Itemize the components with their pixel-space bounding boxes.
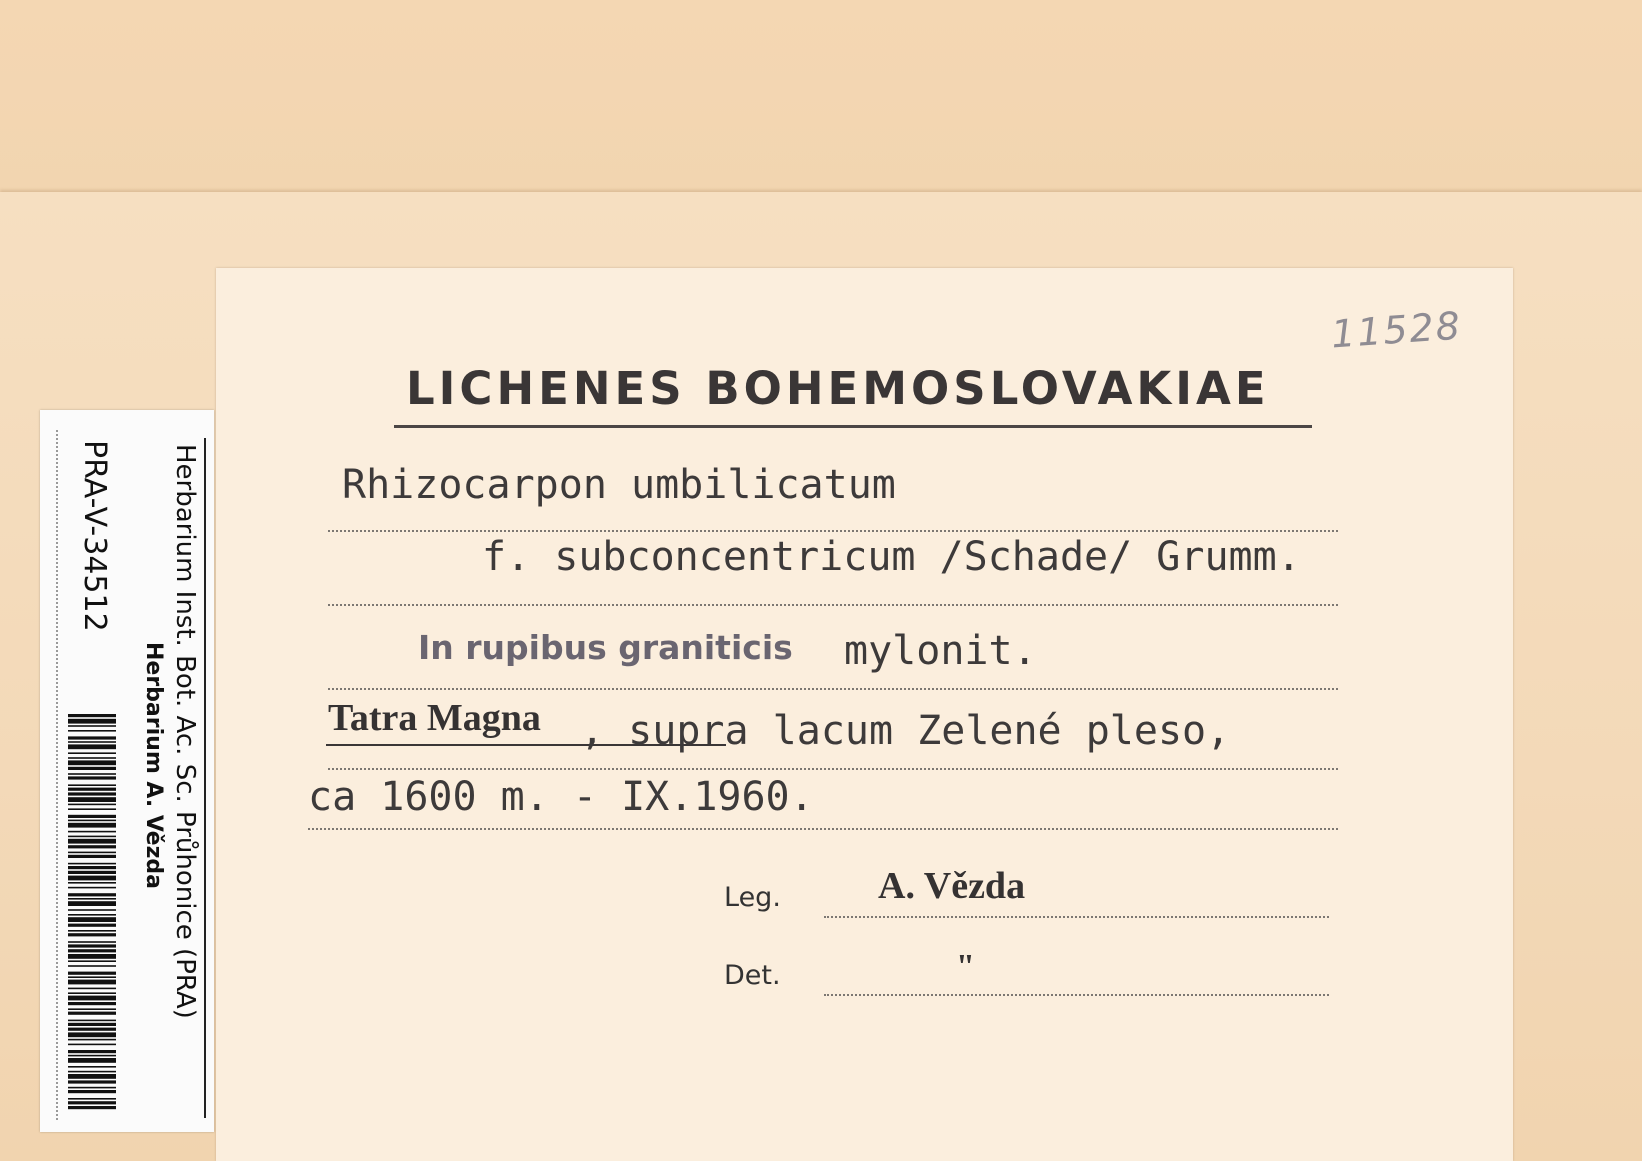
dotted-line-5	[308, 828, 1338, 830]
leg-dotted-line	[824, 916, 1329, 918]
title-underline	[394, 425, 1312, 428]
herbarium-barcode-label	[40, 410, 214, 1132]
substrate-printed: In rupibus graniticis	[418, 628, 793, 667]
collection-name: Herbarium A. Vězda	[141, 642, 166, 890]
substrate-typed: mylonit.	[844, 628, 1037, 674]
dotted-line-2	[328, 604, 1338, 606]
specimen-id: PRA-V-34512	[77, 440, 112, 632]
institution-name: Herbarium Inst. Bot. Ac. Sc. Průhonice (PRA)	[170, 444, 200, 1019]
altitude-date: ca 1600 m. - IX.1960.	[308, 774, 814, 820]
side-label-rule	[204, 438, 206, 1118]
infraspecific-name: f. subconcentricum /Schade/ Grumm.	[482, 534, 1301, 580]
dotted-line-1	[328, 530, 1338, 532]
leg-label: Leg.	[724, 882, 781, 913]
label-title: LICHENES BOHEMOSLOVAKIAE	[406, 362, 1270, 415]
background-sheet	[0, 0, 1642, 200]
dotted-line-3	[328, 688, 1338, 690]
locality-typed: , supra lacum Zelené pleso,	[580, 708, 1231, 754]
catalog-number: 11528	[1329, 303, 1464, 357]
det-value: "	[956, 948, 975, 985]
leg-value: A. Vězda	[878, 865, 1026, 907]
specimen-label	[216, 268, 1513, 1161]
locality-printed: Tatra Magna	[328, 697, 541, 739]
barcode	[68, 712, 116, 1110]
det-dotted-line	[824, 994, 1329, 996]
det-label: Det.	[724, 960, 781, 991]
side-label-dotted-edge	[56, 430, 58, 1120]
dotted-line-4	[328, 768, 1338, 770]
taxon-name: Rhizocarpon umbilicatum	[342, 462, 896, 508]
